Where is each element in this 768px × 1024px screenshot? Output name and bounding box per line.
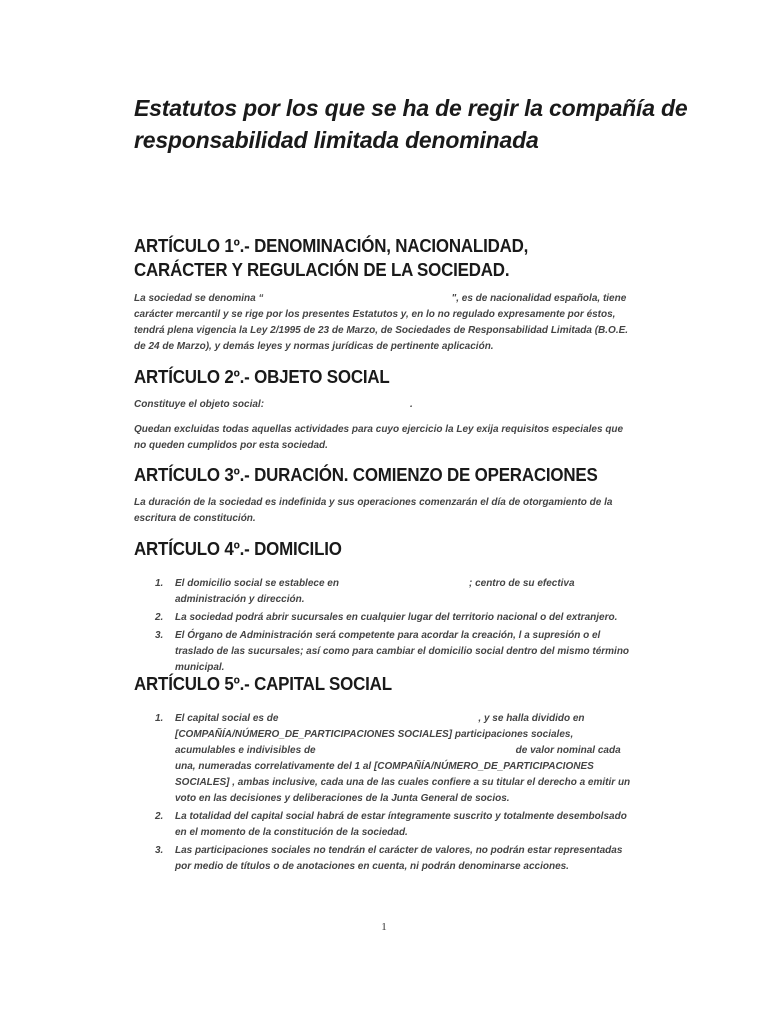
list-item [134, 628, 634, 676]
article-5-heading: ARTÍCULO 5º.- CAPITAL SOCIAL [134, 674, 392, 694]
document-title: Estatutos por los que se ha de regir la compañía de responsabilidad limitada denominada [134, 95, 688, 153]
article-3-heading: ARTÍCULO 3º.- DURACIÓN. COMIENZO DE OPERACIONES [134, 465, 598, 485]
list-item-number: 2. [155, 612, 164, 623]
article-1-heading-line1: ARTÍCULO 1º.- DENOMINACIÓN, NACIONALIDAD, [134, 236, 529, 256]
article-2-paragraph-2: Quedan excluidas todas aquellas actividades para cuyo ejercicio la Ley exija requisitos especiales que no queden cumplidos por esta sociedad. [134, 424, 624, 451]
article-1-text-b: ", es de nacionalidad española, tiene carácter mercantil y se rige por los presentes Estatutos y, en lo no regulado expresamente por éstos, tendrá plena vigencia la Ley 2/1995 de 23 de Marzo, de Sociedades de Responsabilidad Limitada (B.O.E. de 24 de Marzo), y demás leyes y normas jurídicas de pertinente aplicación. [134, 293, 629, 352]
article-4-list [134, 576, 634, 678]
article-1-text-a: La sociedad se denomina “ [134, 293, 264, 304]
list-item-text-a: El domicilio social se establece en [175, 578, 339, 589]
list-item-text: El Órgano de Administración será competente para acordar la creación, l a supresión o el traslado de las sucursales; así como para cambiar el domicilio social dentro del mismo término municipal. [175, 630, 630, 673]
list-item [134, 576, 634, 608]
list-item-text-a: El capital social es de [175, 713, 279, 724]
list-item-text: La sociedad podrá abrir sucursales en cualquier lugar del territorio nacional o del extranjero. [175, 612, 618, 623]
article-1-heading-line2: CARÁCTER Y REGULACIÓN DE LA SOCIEDAD. [134, 260, 510, 280]
list-item-number: 3. [155, 845, 164, 856]
list-item-text: La totalidad del capital social habrá de estar íntegramente suscrito y totalmente desembolsado en el momento de la constitución de la sociedad. [175, 811, 627, 838]
article-2-text-a: Constituye el objeto social: [134, 399, 265, 410]
article-2-heading: ARTÍCULO 2º.- OBJETO SOCIAL [134, 367, 390, 387]
list-item-text-c: de valor nominal cada una, numeradas correlativamente del 1 al [COMPAÑÍA/NÚMERO_DE_PARTICIPACIONES SOCIALES] , ambas inclusive, cada una de las cuales confiere a su titular el derecho a emitir un voto en las decisiones y deliberaciones de la Junta General de socios. [175, 745, 631, 804]
article-2-paragraph-1 [134, 397, 634, 413]
list-item [134, 610, 634, 626]
list-item [134, 843, 634, 875]
list-item-number: 2. [155, 811, 164, 822]
list-item-text-b: ; centro de su efectiva administración y dirección. [175, 578, 575, 605]
article-2-text-b: . [410, 399, 413, 410]
list-item-number: 3. [155, 630, 164, 641]
article-1-paragraph [134, 291, 634, 355]
list-item [134, 711, 634, 807]
article-5-list [134, 711, 634, 877]
article-3-paragraph: La duración de la sociedad es indefinida y sus operaciones comenzarán el día de otorgamiento de la escritura de constitución. [134, 497, 613, 524]
list-item-text: Las participaciones sociales no tendrán el carácter de valores, no podrán estar representadas por medio de títulos o de anotaciones en cuenta, ni podrán denominarse acciones. [175, 845, 623, 872]
list-item-text-b: , y se halla dividido en [COMPAÑÍA/NÚMERO_DE_PARTICIPACIONES SOCIALES] participaciones sociales, acumulables e indivisibles de [175, 713, 585, 756]
page-number: 1 [381, 921, 387, 933]
list-item [134, 809, 634, 841]
article-4-heading: ARTÍCULO 4º.- DOMICILIO [134, 539, 342, 559]
list-item-number: 1. [155, 578, 164, 589]
list-item-number: 1. [155, 713, 164, 724]
